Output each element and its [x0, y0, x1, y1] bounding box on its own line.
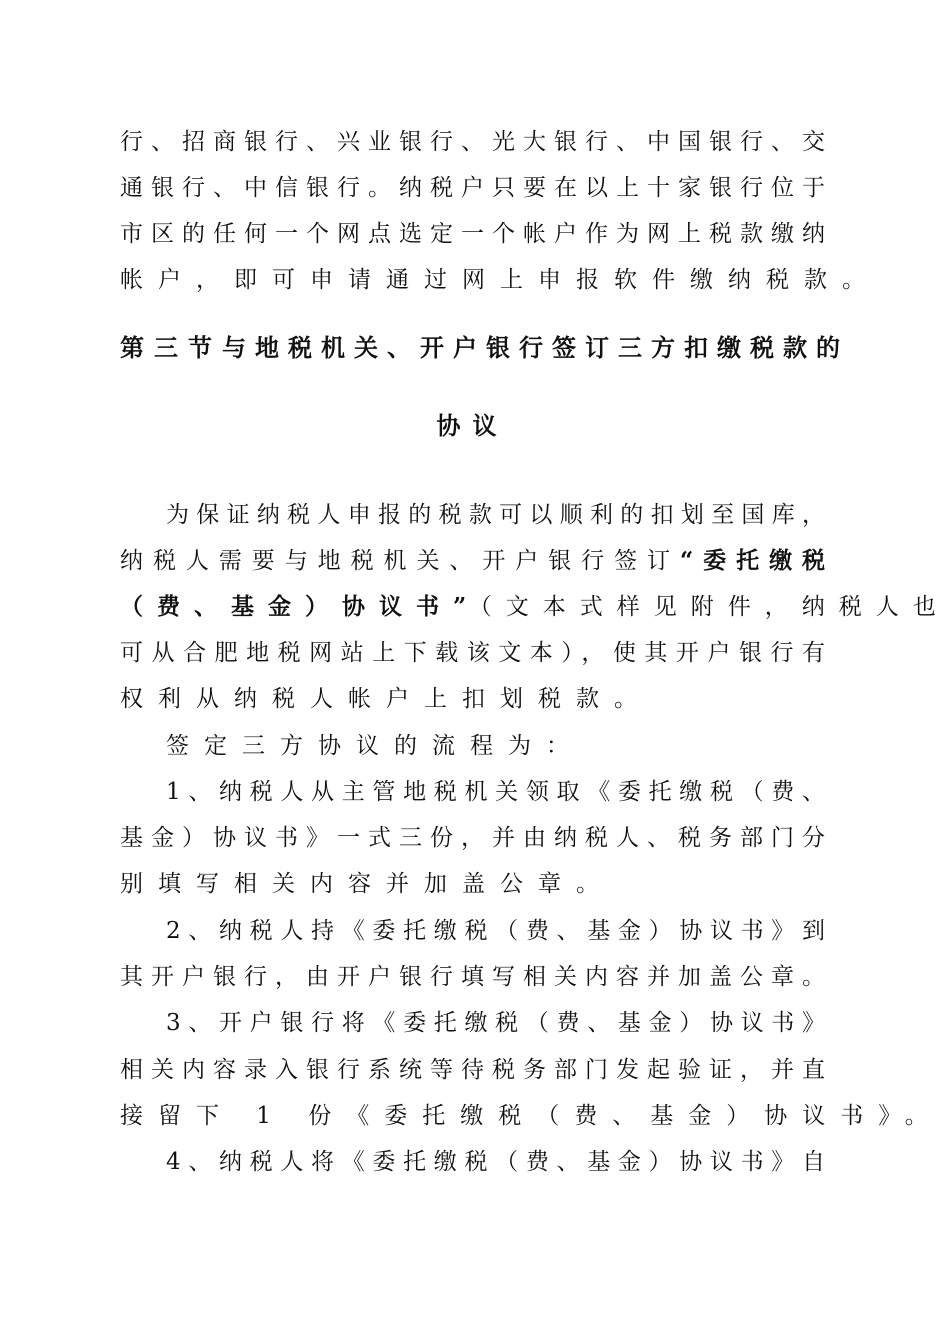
text-plain: 纳税人需要与地税机关、开户银行签订 — [120, 548, 681, 574]
section-title-continued: 协议 — [436, 411, 509, 440]
text-line: 行、招商银行、兴业银行、光大银行、中国银行、交 — [120, 129, 825, 155]
text-line: 其开户银行，由开户银行填写相关内容并加盖公章。 — [120, 964, 825, 990]
text-line: 别填写相关内容并加盖公章。 — [120, 871, 614, 897]
section-heading — [120, 332, 849, 364]
text-line: 通银行、中信银行。纳税户只要在以上十家银行位于 — [120, 175, 825, 201]
text-line: 市区的任何一个网点选定一个帐户作为网上税款缴纳 — [120, 221, 825, 247]
text-line: 可从合肥地税网站上下载该文本），使其开户银行有 — [120, 640, 825, 666]
section-title: 与地税机关、开户银行签订三方扣缴税款的 — [222, 333, 849, 362]
text-bold: （费、基金）协议书” — [120, 593, 481, 620]
text-line: 为保证纳税人申报的税款可以顺利的扣划至国库， — [166, 502, 825, 528]
text-line: 2、纳税人持《委托缴税（费、基金）协议书》到 — [166, 918, 825, 944]
text-line-mixed — [120, 592, 950, 622]
text-plain: （文本式样见附件，纳税人也 — [480, 594, 950, 620]
text-line: 3、开户银行将《委托缴税（费、基金）协议书》 — [166, 1010, 825, 1036]
text-line-mixed — [120, 546, 825, 576]
text-line: 相关内容录入银行系统等待税务部门发起验证，并直 — [120, 1057, 825, 1083]
text-line: 基金）协议书》一式三份，并由纳税人、税务部门分 — [120, 825, 825, 851]
text-line: 权利从纳税人帐户上扣划税款。 — [120, 686, 652, 712]
text-line: 帐户，即可申请通过网上申报软件缴纳税款。 — [120, 267, 880, 293]
text-line: 1、纳税人从主管地税机关领取《委托缴税（费、 — [166, 779, 825, 805]
text-bold: “委托缴税 — [680, 547, 826, 574]
section-number: 第三节 — [120, 333, 222, 362]
text-line: 4、纳税人将《委托缴税（费、基金）协议书》自 — [166, 1149, 825, 1175]
text-line: 接留下 1 份《委托缴税（费、基金）协议书》。 — [120, 1103, 943, 1129]
text-line: 签定三方协议的流程为： — [166, 733, 584, 759]
